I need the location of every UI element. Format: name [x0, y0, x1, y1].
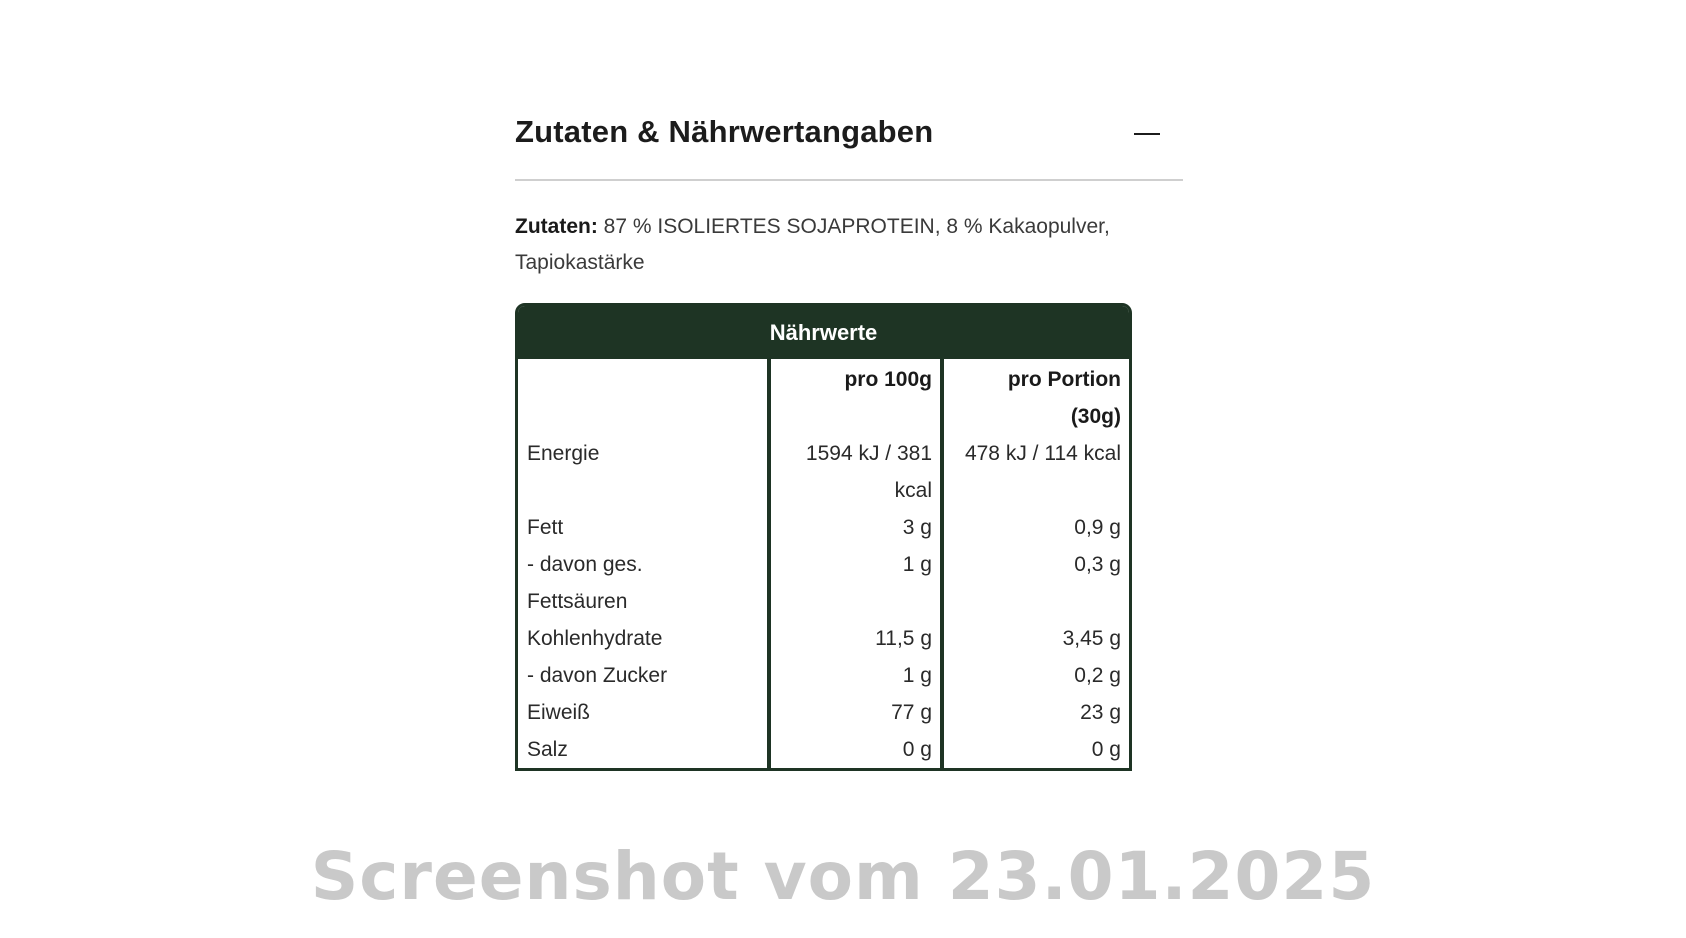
row-spacer [780, 583, 932, 620]
row-label-energie: Energie [527, 442, 600, 465]
value-per100-eiweiss: 77 g [891, 701, 932, 724]
value-per100-zucker: 1 g [902, 664, 932, 687]
header-spacer [527, 398, 759, 435]
row-label-eiweiss: Eiweiß [527, 701, 591, 724]
value-portion-fett: 0,9 g [1074, 516, 1121, 539]
per-portion-column [940, 359, 1129, 768]
column-header-per-100g: pro 100g [844, 368, 932, 391]
row-spacer [527, 472, 759, 509]
nutrient-name-column [518, 359, 767, 768]
nutrition-table-title: Nährwerte [518, 306, 1129, 359]
accordion-header[interactable] [515, 100, 1183, 181]
value-per100-ges-fettsaeuren: 1 g [902, 553, 932, 576]
row-label-kohlenhydrate: Kohlenhydrate [527, 627, 663, 650]
ingredients-text [515, 209, 1145, 281]
row-spacer [953, 472, 1121, 509]
value-portion-ges-fettsaeuren: 0,3 g [1074, 553, 1121, 576]
row-label-zucker: - davon Zucker [527, 664, 668, 687]
value-portion-salz: 0 g [1091, 738, 1121, 761]
column-header-nutrient [527, 361, 759, 398]
ingredients-list: 87 % ISOLIERTES SOJAPROTEIN, 8 % Kakaopulver, Tapiokastärke [515, 215, 1110, 274]
row-label-fett: Fett [527, 516, 564, 539]
nutrition-table-body [518, 359, 1129, 768]
collapse-button[interactable] [1131, 120, 1163, 148]
minus-icon [1134, 133, 1160, 135]
accordion-title: Zutaten & Nährwertangaben [515, 114, 934, 149]
value-portion-kohlenhydrate: 3,45 g [1062, 627, 1121, 650]
screenshot-date-watermark: Screenshot vom 23.01.2025 [310, 838, 1376, 915]
value-portion-eiweiss: 23 g [1080, 701, 1121, 724]
value-portion-zucker: 0,2 g [1074, 664, 1121, 687]
ingredients-nutrition-accordion [515, 100, 1183, 771]
row-label-ges-fettsaeuren: - davon ges. Fettsäuren [527, 553, 643, 613]
header-spacer [780, 398, 932, 435]
value-per100-fett: 3 g [902, 516, 932, 539]
row-label-salz: Salz [527, 738, 568, 761]
value-per100-energie: 1594 kJ / 381 kcal [805, 442, 932, 502]
value-portion-energie: 478 kJ / 114 kcal [964, 442, 1121, 465]
nutrition-table [515, 303, 1132, 771]
per-100g-column [767, 359, 940, 768]
row-spacer [953, 583, 1121, 620]
value-per100-kohlenhydrate: 11,5 g [875, 627, 932, 650]
value-per100-salz: 0 g [902, 738, 932, 761]
ingredients-label: Zutaten: [515, 215, 598, 238]
column-header-per-portion: pro Portion (30g) [1007, 368, 1121, 428]
